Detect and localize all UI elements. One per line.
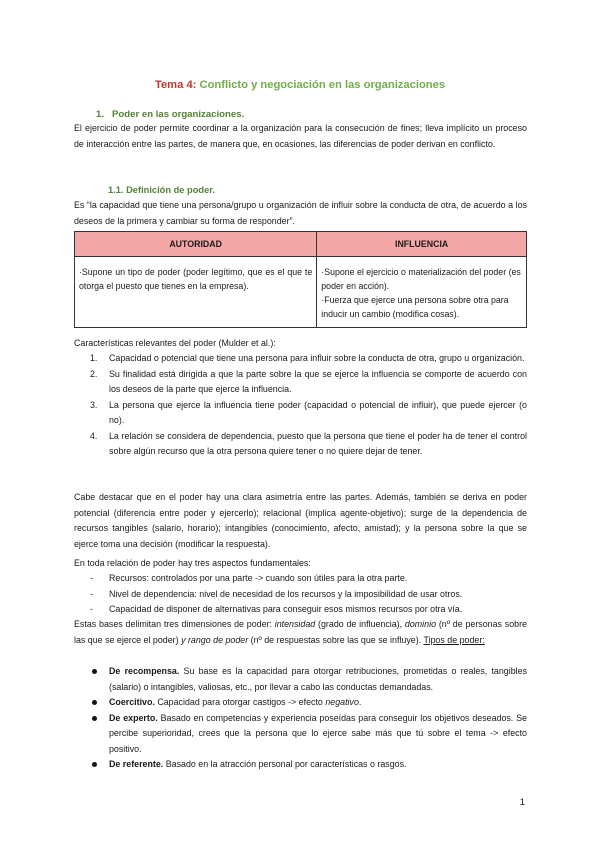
list-item: 3. La persona que ejerce la influencia tiene poder (capacidad o potencial de influir), que puede ejercer (o no). (90, 399, 527, 425)
table-cell-influencia (317, 257, 527, 328)
page-number: 1 (519, 797, 525, 808)
section-1-title: Poder en las organizaciones. (112, 109, 245, 120)
influencia-line: ·Fuerza que ejerce una persona sobre otra para inducir un cambio (modifica cosas). (321, 295, 509, 319)
intro-paragraph: El ejercicio de poder permite coordinar a la organización para la consecución de fines; lleva implícito un proceso de interacción entre las partes, de manera que, en ocasiones, las diferencias de poder derivan en conflicto. (74, 123, 527, 149)
definition-paragraph: Es “la capacidad que tiene una persona/grupo u organización de influir sobre la conducta de otra, de acuerdo a los deseos de la primera y cambiar su forma de responder”. (74, 200, 527, 226)
dimensions-paragraph: Estas bases delimitan tres dimensiones de poder: intensidad (grado de influencia), dominio (nº de personas sobre las que se ejerce el poder) y rango de poder (nº de respuestas sobre las que se influye). Tipos de poder: (74, 619, 527, 645)
list-item: De recompensa. Su base es la capacidad para otorgar retribuciones, prometidas o reales, tangibles (salario) o intangibles, valiosas, etc., por llevar a cabo las conductas demandadas. (74, 664, 527, 695)
bullet-icon (92, 762, 97, 767)
list-item: 4. La relación se considera de dependencia, puesto que la persona que tiene el poder ha de tener el control sobre algún recurso que la otra persona quiere tener o no quiere dejar de tener. (90, 430, 527, 456)
section-1-number: 1. (96, 109, 105, 120)
power-types-list (74, 664, 527, 773)
list-item: - Recursos: controlados por una parte -> cuando son útiles para la otra parte. (90, 573, 408, 583)
section-1-1-heading: 1.1. Definición de poder. (108, 185, 215, 195)
table-cell-autoridad: ·Supone un tipo de poder (poder legítimo, que es el que te otorga el puesto que tienes en la empresa). (75, 257, 317, 328)
list-item: 1. Capacidad o potencial que tiene una persona para influir sobre la conducta de otra, grupo u organización. (90, 353, 525, 363)
section-1-heading (96, 109, 244, 120)
tipos-de-poder-label: Tipos de poder: (423, 634, 485, 645)
list-item: De referente. Basado en la atracción personal por características o rasgos. (74, 757, 527, 773)
document-title (0, 79, 600, 91)
list-item: Coercitivo. Capacidad para otorgar castigos -> efecto negativo. (74, 695, 527, 711)
characteristics-intro: Características relevantes del poder (Mulder et al.): (74, 338, 276, 348)
bullet-icon (92, 669, 97, 674)
characteristics-list (74, 351, 527, 460)
asymmetry-paragraph: Cabe destacar que en el poder hay una clara asimetría entre las partes. Además, también se deriva en poder potencial (diferencia entre poder y ejercerlo); relacional (implica agente-objetivo); surge de la dependencia de recursos tangibles (salario, horario); intangibles (conocimiento, afecto, amistad); y la persona sobre la que se ejerce toma una decisión (modificar la respuesta). (74, 492, 527, 549)
list-item: - Nivel de dependencia: nivel de necesidad de los recursos y la imposibilidad de usar otros. (90, 588, 463, 599)
list-item: De experto. Basado en competencias y experiencia poseídas para conseguir los objetivos deseados. Se percibe superioridad, crees que la persona que lo ejerce sabe más que tú sobre el tema -> efecto positivo. (74, 711, 527, 758)
aspects-intro: En toda relación de poder hay tres aspectos fundamentales: (74, 558, 311, 568)
table-header-influencia: INFLUENCIA (317, 232, 527, 257)
list-item: 2. Su finalidad está dirigida a que la parte sobre la que se ejerce la influencia se comporte de acuerdo con los deseos de la parte que ejerce la influencia. (90, 368, 527, 394)
aspects-list (74, 571, 527, 618)
autoridad-influencia-table (74, 231, 527, 328)
bullet-icon (92, 716, 97, 721)
title-prefix: Tema 4: (154, 79, 197, 91)
title-main: Conflicto y negociación en las organizaciones (199, 79, 446, 91)
bullet-icon (92, 700, 97, 705)
table-header-autoridad: AUTORIDAD (75, 232, 317, 257)
influencia-line: ·Supone el ejercicio o materialización del poder (es poder en acción). (321, 267, 521, 291)
list-item: - Capacidad de disponer de alternativas para conseguir esos mismos recursos por otra vía. (90, 604, 463, 614)
